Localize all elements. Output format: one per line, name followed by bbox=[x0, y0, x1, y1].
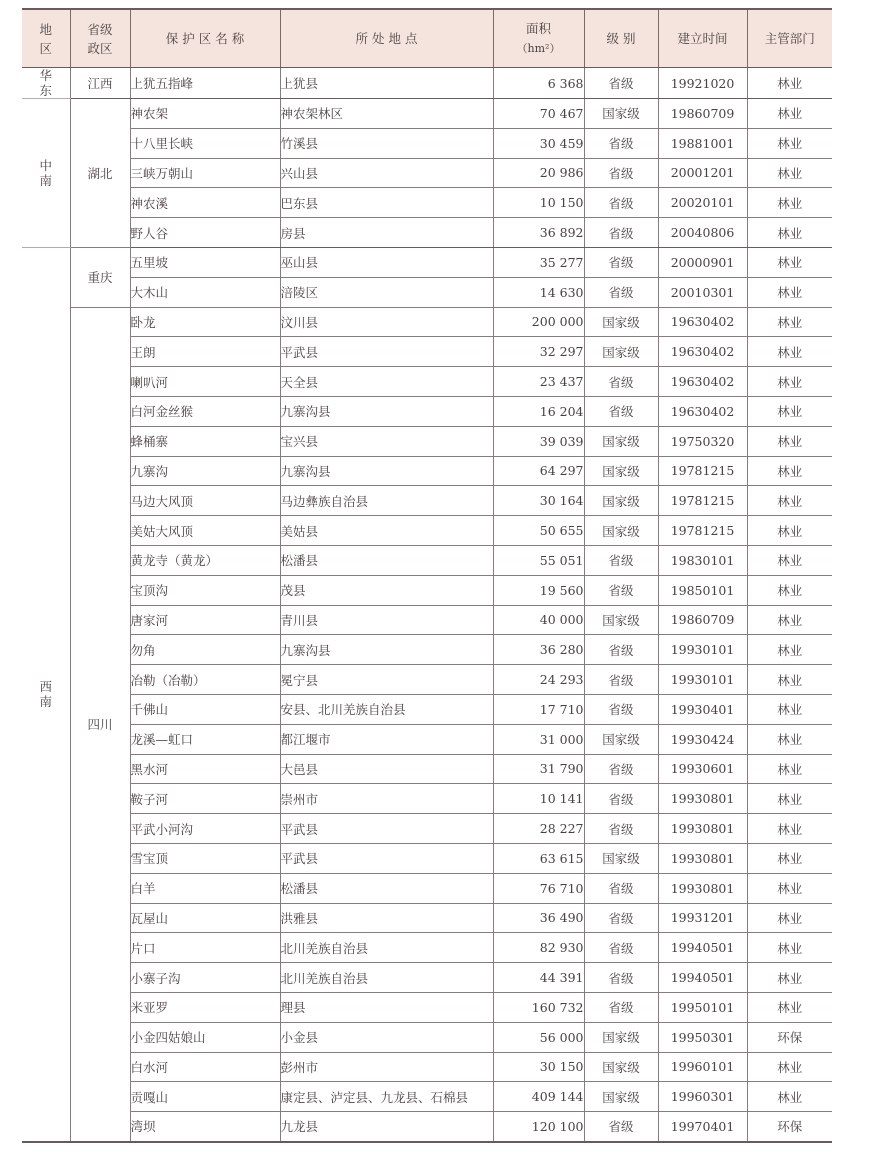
reserve-name: 冶勒（冶勒） bbox=[130, 665, 280, 695]
reserve-area: 6 368 bbox=[493, 68, 584, 99]
reserve-area: 160 732 bbox=[493, 992, 584, 1022]
table-row bbox=[22, 903, 832, 933]
reserve-level: 省级 bbox=[584, 158, 658, 188]
reserve-date: 19950101 bbox=[658, 992, 747, 1022]
reserve-date: 19930401 bbox=[658, 694, 747, 724]
reserve-location: 上犹县 bbox=[280, 68, 493, 99]
reserve-level: 省级 bbox=[584, 963, 658, 993]
reserve-level: 省级 bbox=[584, 1112, 658, 1142]
reserve-area: 44 391 bbox=[493, 963, 584, 993]
reserve-level: 省级 bbox=[584, 754, 658, 784]
table-row bbox=[22, 68, 832, 99]
reserve-date: 19750320 bbox=[658, 426, 747, 456]
province-cell: 四川 bbox=[70, 307, 130, 1142]
reserve-dept: 林业 bbox=[747, 724, 832, 754]
reserve-location: 北川羌族自治县 bbox=[280, 963, 493, 993]
reserve-name: 卧龙 bbox=[130, 307, 280, 337]
reserve-level: 省级 bbox=[584, 665, 658, 695]
reserve-location: 巫山县 bbox=[280, 247, 493, 277]
reserve-location: 平武县 bbox=[280, 843, 493, 873]
table-row bbox=[22, 694, 832, 724]
region-cell: 中南 bbox=[22, 99, 70, 248]
reserve-location: 理县 bbox=[280, 992, 493, 1022]
header-location: 所 处 地 点 bbox=[280, 9, 493, 68]
reserve-location: 房县 bbox=[280, 218, 493, 248]
reserve-level: 省级 bbox=[584, 396, 658, 426]
reserve-location: 大邑县 bbox=[280, 754, 493, 784]
reserve-dept: 林业 bbox=[747, 575, 832, 605]
table-row bbox=[22, 1082, 832, 1112]
reserve-dept: 林业 bbox=[747, 367, 832, 397]
reserve-dept: 林业 bbox=[747, 188, 832, 218]
reserve-level: 国家级 bbox=[584, 456, 658, 486]
reserve-level: 国家级 bbox=[584, 605, 658, 635]
reserve-location: 巴东县 bbox=[280, 188, 493, 218]
reserve-name: 片口 bbox=[130, 933, 280, 963]
reserve-name: 神农架 bbox=[130, 99, 280, 129]
reserve-dept: 林业 bbox=[747, 545, 832, 575]
reserve-dept: 环保 bbox=[747, 1022, 832, 1052]
reserve-area: 39 039 bbox=[493, 426, 584, 456]
reserve-area: 56 000 bbox=[493, 1022, 584, 1052]
table-row bbox=[22, 933, 832, 963]
reserve-dept: 林业 bbox=[747, 247, 832, 277]
reserve-location: 茂县 bbox=[280, 575, 493, 605]
reserve-name: 王朗 bbox=[130, 337, 280, 367]
reserve-area: 30 150 bbox=[493, 1052, 584, 1082]
reserve-level: 省级 bbox=[584, 367, 658, 397]
reserve-location: 九寨沟县 bbox=[280, 456, 493, 486]
header-date: 建立时间 bbox=[658, 9, 747, 68]
reserve-name: 野人谷 bbox=[130, 218, 280, 248]
table-body bbox=[22, 68, 832, 1142]
reserve-date: 20020101 bbox=[658, 188, 747, 218]
reserve-date: 19930601 bbox=[658, 754, 747, 784]
table-row bbox=[22, 396, 832, 426]
reserve-area: 32 297 bbox=[493, 337, 584, 367]
reserve-area: 20 986 bbox=[493, 158, 584, 188]
reserve-name: 九寨沟 bbox=[130, 456, 280, 486]
reserve-dept: 林业 bbox=[747, 635, 832, 665]
reserve-name: 千佛山 bbox=[130, 694, 280, 724]
reserve-level: 国家级 bbox=[584, 1052, 658, 1082]
reserve-dept: 林业 bbox=[747, 396, 832, 426]
table-row bbox=[22, 367, 832, 397]
reserve-date: 19930101 bbox=[658, 635, 747, 665]
reserve-date: 19930801 bbox=[658, 843, 747, 873]
reserve-area: 14 630 bbox=[493, 277, 584, 307]
table-row bbox=[22, 784, 832, 814]
table-row bbox=[22, 218, 832, 248]
reserve-level: 省级 bbox=[584, 545, 658, 575]
reserve-name: 上犹五指峰 bbox=[130, 68, 280, 99]
reserve-date: 19930801 bbox=[658, 784, 747, 814]
header-area: 面积 （hm²） bbox=[493, 9, 584, 68]
reserve-dept: 林业 bbox=[747, 903, 832, 933]
reserve-table bbox=[22, 8, 832, 1143]
reserve-name: 美姑大风顶 bbox=[130, 516, 280, 546]
reserve-location: 安县、北川羌族自治县 bbox=[280, 694, 493, 724]
reserve-area: 40 000 bbox=[493, 605, 584, 635]
reserve-date: 19930801 bbox=[658, 873, 747, 903]
reserve-area: 10 150 bbox=[493, 188, 584, 218]
reserve-date: 19960301 bbox=[658, 1082, 747, 1112]
reserve-date: 19930101 bbox=[658, 665, 747, 695]
reserve-date: 20040806 bbox=[658, 218, 747, 248]
header-province: 省级政区 bbox=[70, 9, 130, 68]
table-row bbox=[22, 1052, 832, 1082]
province-cell: 重庆 bbox=[70, 247, 130, 307]
reserve-dept: 林业 bbox=[747, 426, 832, 456]
reserve-location: 康定县、泸定县、九龙县、石棉县 bbox=[280, 1082, 493, 1112]
reserve-name: 雪宝顶 bbox=[130, 843, 280, 873]
reserve-name: 黑水河 bbox=[130, 754, 280, 784]
reserve-name: 小金四姑娘山 bbox=[130, 1022, 280, 1052]
reserve-area: 70 467 bbox=[493, 99, 584, 129]
reserve-location: 兴山县 bbox=[280, 158, 493, 188]
reserve-date: 19960101 bbox=[658, 1052, 747, 1082]
reserve-dept: 林业 bbox=[747, 665, 832, 695]
reserve-name: 黄龙寺（黄龙） bbox=[130, 545, 280, 575]
reserve-area: 64 297 bbox=[493, 456, 584, 486]
reserve-level: 国家级 bbox=[584, 337, 658, 367]
table-row bbox=[22, 575, 832, 605]
reserve-level: 省级 bbox=[584, 575, 658, 605]
reserve-area: 50 655 bbox=[493, 516, 584, 546]
table-row bbox=[22, 337, 832, 367]
reserve-dept: 环保 bbox=[747, 1112, 832, 1142]
table-row bbox=[22, 426, 832, 456]
reserve-level: 省级 bbox=[584, 992, 658, 1022]
reserve-level: 省级 bbox=[584, 635, 658, 665]
reserve-name: 鞍子河 bbox=[130, 784, 280, 814]
reserve-location: 松潘县 bbox=[280, 873, 493, 903]
reserve-level: 省级 bbox=[584, 68, 658, 99]
reserve-area: 23 437 bbox=[493, 367, 584, 397]
reserve-date: 19630402 bbox=[658, 337, 747, 367]
reserve-date: 19950301 bbox=[658, 1022, 747, 1052]
reserve-area: 76 710 bbox=[493, 873, 584, 903]
table-row bbox=[22, 843, 832, 873]
reserve-location: 松潘县 bbox=[280, 545, 493, 575]
reserve-dept: 林业 bbox=[747, 516, 832, 546]
province-cell: 江西 bbox=[70, 68, 130, 99]
reserve-date: 20000901 bbox=[658, 247, 747, 277]
reserve-level: 省级 bbox=[584, 128, 658, 158]
reserve-level: 国家级 bbox=[584, 486, 658, 516]
reserve-name: 勿角 bbox=[130, 635, 280, 665]
reserve-area: 31 790 bbox=[493, 754, 584, 784]
reserve-name: 唐家河 bbox=[130, 605, 280, 635]
reserve-name: 米亚罗 bbox=[130, 992, 280, 1022]
reserve-date: 19830101 bbox=[658, 545, 747, 575]
reserve-location: 马边彝族自治县 bbox=[280, 486, 493, 516]
table-row bbox=[22, 516, 832, 546]
reserve-name: 白羊 bbox=[130, 873, 280, 903]
reserve-location: 九寨沟县 bbox=[280, 396, 493, 426]
table-row bbox=[22, 635, 832, 665]
reserve-level: 省级 bbox=[584, 218, 658, 248]
reserve-location: 九龙县 bbox=[280, 1112, 493, 1142]
reserve-location: 美姑县 bbox=[280, 516, 493, 546]
reserve-name: 喇叭河 bbox=[130, 367, 280, 397]
reserve-date: 19860709 bbox=[658, 99, 747, 129]
reserve-location: 彭州市 bbox=[280, 1052, 493, 1082]
reserve-date: 19930424 bbox=[658, 724, 747, 754]
reserve-date: 19630402 bbox=[658, 367, 747, 397]
reserve-location: 青川县 bbox=[280, 605, 493, 635]
reserve-level: 省级 bbox=[584, 903, 658, 933]
reserve-name: 神农溪 bbox=[130, 188, 280, 218]
reserve-level: 省级 bbox=[584, 814, 658, 844]
reserve-date: 19940501 bbox=[658, 933, 747, 963]
reserve-date: 19781215 bbox=[658, 456, 747, 486]
reserve-date: 19860709 bbox=[658, 605, 747, 635]
region-cell: 华东 bbox=[22, 68, 70, 99]
reserve-dept: 林业 bbox=[747, 992, 832, 1022]
reserve-level: 国家级 bbox=[584, 307, 658, 337]
reserve-dept: 林业 bbox=[747, 456, 832, 486]
reserve-name: 五里坡 bbox=[130, 247, 280, 277]
table-row bbox=[22, 1022, 832, 1052]
reserve-date: 19630402 bbox=[658, 307, 747, 337]
reserve-level: 国家级 bbox=[584, 843, 658, 873]
reserve-location: 九寨沟县 bbox=[280, 635, 493, 665]
reserve-date: 19931201 bbox=[658, 903, 747, 933]
table-row bbox=[22, 277, 832, 307]
reserve-area: 36 892 bbox=[493, 218, 584, 248]
reserve-dept: 林业 bbox=[747, 784, 832, 814]
reserve-name: 小寨子沟 bbox=[130, 963, 280, 993]
reserve-location: 平武县 bbox=[280, 814, 493, 844]
reserve-name: 大木山 bbox=[130, 277, 280, 307]
table-row bbox=[22, 814, 832, 844]
table-row bbox=[22, 873, 832, 903]
reserve-date: 19781215 bbox=[658, 486, 747, 516]
reserve-location: 崇州市 bbox=[280, 784, 493, 814]
reserve-dept: 林业 bbox=[747, 128, 832, 158]
reserve-area: 17 710 bbox=[493, 694, 584, 724]
reserve-area: 36 280 bbox=[493, 635, 584, 665]
reserve-area: 120 100 bbox=[493, 1112, 584, 1142]
reserve-dept: 林业 bbox=[747, 218, 832, 248]
reserve-date: 20010301 bbox=[658, 277, 747, 307]
reserve-name: 白水河 bbox=[130, 1052, 280, 1082]
reserve-date: 19850101 bbox=[658, 575, 747, 605]
header-dept: 主管部门 bbox=[747, 9, 832, 68]
reserve-name: 三峡万朝山 bbox=[130, 158, 280, 188]
table-row bbox=[22, 724, 832, 754]
reserve-name: 宝顶沟 bbox=[130, 575, 280, 605]
reserve-date: 19630402 bbox=[658, 396, 747, 426]
table-row bbox=[22, 754, 832, 784]
reserve-dept: 林业 bbox=[747, 963, 832, 993]
reserve-dept: 林业 bbox=[747, 873, 832, 903]
reserve-level: 国家级 bbox=[584, 426, 658, 456]
reserve-name: 平武小河沟 bbox=[130, 814, 280, 844]
table-header bbox=[22, 9, 832, 68]
table-row bbox=[22, 128, 832, 158]
reserve-dept: 林业 bbox=[747, 694, 832, 724]
reserve-location: 北川羌族自治县 bbox=[280, 933, 493, 963]
reserve-area: 16 204 bbox=[493, 396, 584, 426]
reserve-area: 35 277 bbox=[493, 247, 584, 277]
reserve-dept: 林业 bbox=[747, 337, 832, 367]
reserve-location: 都江堰市 bbox=[280, 724, 493, 754]
reserve-dept: 林业 bbox=[747, 843, 832, 873]
reserve-area: 55 051 bbox=[493, 545, 584, 575]
reserve-level: 国家级 bbox=[584, 1022, 658, 1052]
province-cell: 湖北 bbox=[70, 99, 130, 248]
table-row bbox=[22, 99, 832, 129]
reserve-name: 贡嘎山 bbox=[130, 1082, 280, 1112]
reserve-dept: 林业 bbox=[747, 1082, 832, 1112]
reserve-location: 宝兴县 bbox=[280, 426, 493, 456]
reserve-dept: 林业 bbox=[747, 158, 832, 188]
reserve-level: 省级 bbox=[584, 873, 658, 903]
reserve-level: 省级 bbox=[584, 784, 658, 814]
reserve-level: 省级 bbox=[584, 933, 658, 963]
reserve-level: 国家级 bbox=[584, 516, 658, 546]
reserve-area: 409 144 bbox=[493, 1082, 584, 1112]
reserve-area: 31 000 bbox=[493, 724, 584, 754]
reserve-dept: 林业 bbox=[747, 754, 832, 784]
reserve-name: 龙溪—虹口 bbox=[130, 724, 280, 754]
reserve-location: 神农架林区 bbox=[280, 99, 493, 129]
table-row bbox=[22, 992, 832, 1022]
table-row bbox=[22, 486, 832, 516]
table-row bbox=[22, 545, 832, 575]
reserve-date: 19930801 bbox=[658, 814, 747, 844]
reserve-name: 瓦屋山 bbox=[130, 903, 280, 933]
header-name: 保 护 区 名 称 bbox=[130, 9, 280, 68]
table-row bbox=[22, 247, 832, 277]
reserve-date: 19781215 bbox=[658, 516, 747, 546]
table-row bbox=[22, 963, 832, 993]
reserve-dept: 林业 bbox=[747, 1052, 832, 1082]
reserve-location: 平武县 bbox=[280, 337, 493, 367]
reserve-location: 天全县 bbox=[280, 367, 493, 397]
reserve-name: 马边大风顶 bbox=[130, 486, 280, 516]
reserve-level: 省级 bbox=[584, 694, 658, 724]
reserve-name: 蜂桶寨 bbox=[130, 426, 280, 456]
reserve-location: 汶川县 bbox=[280, 307, 493, 337]
reserve-area: 24 293 bbox=[493, 665, 584, 695]
reserve-level: 国家级 bbox=[584, 99, 658, 129]
table-row bbox=[22, 1112, 832, 1142]
reserve-dept: 林业 bbox=[747, 307, 832, 337]
table-row bbox=[22, 188, 832, 218]
reserve-dept: 林业 bbox=[747, 814, 832, 844]
table-row bbox=[22, 456, 832, 486]
reserve-location: 洪雅县 bbox=[280, 903, 493, 933]
reserve-level: 省级 bbox=[584, 277, 658, 307]
reserve-level: 国家级 bbox=[584, 724, 658, 754]
reserve-date: 19881001 bbox=[658, 128, 747, 158]
table-row bbox=[22, 605, 832, 635]
reserve-level: 国家级 bbox=[584, 1082, 658, 1112]
reserve-area: 28 227 bbox=[493, 814, 584, 844]
table-row bbox=[22, 158, 832, 188]
reserve-location: 竹溪县 bbox=[280, 128, 493, 158]
reserve-name: 湾坝 bbox=[130, 1112, 280, 1142]
reserve-area: 200 000 bbox=[493, 307, 584, 337]
reserve-dept: 林业 bbox=[747, 486, 832, 516]
reserve-location: 冕宁县 bbox=[280, 665, 493, 695]
reserve-dept: 林业 bbox=[747, 99, 832, 129]
reserve-area: 30 459 bbox=[493, 128, 584, 158]
reserve-location: 涪陵区 bbox=[280, 277, 493, 307]
table-row bbox=[22, 665, 832, 695]
region-cell: 西南 bbox=[22, 247, 70, 1141]
reserve-date: 19921020 bbox=[658, 68, 747, 99]
reserve-dept: 林业 bbox=[747, 277, 832, 307]
header-region: 地区 bbox=[22, 9, 70, 68]
reserve-date: 20001201 bbox=[658, 158, 747, 188]
reserve-area: 82 930 bbox=[493, 933, 584, 963]
reserve-area: 19 560 bbox=[493, 575, 584, 605]
reserve-location: 小金县 bbox=[280, 1022, 493, 1052]
table-row bbox=[22, 307, 832, 337]
header-level: 级 别 bbox=[584, 9, 658, 68]
reserve-level: 省级 bbox=[584, 188, 658, 218]
reserve-area: 63 615 bbox=[493, 843, 584, 873]
reserve-area: 30 164 bbox=[493, 486, 584, 516]
reserve-level: 省级 bbox=[584, 247, 658, 277]
reserve-dept: 林业 bbox=[747, 68, 832, 99]
reserve-date: 19970401 bbox=[658, 1112, 747, 1142]
reserve-date: 19940501 bbox=[658, 963, 747, 993]
reserve-area: 10 141 bbox=[493, 784, 584, 814]
reserve-dept: 林业 bbox=[747, 605, 832, 635]
reserve-area: 36 490 bbox=[493, 903, 584, 933]
reserve-name: 白河金丝猴 bbox=[130, 396, 280, 426]
reserve-dept: 林业 bbox=[747, 933, 832, 963]
reserve-name: 十八里长峡 bbox=[130, 128, 280, 158]
